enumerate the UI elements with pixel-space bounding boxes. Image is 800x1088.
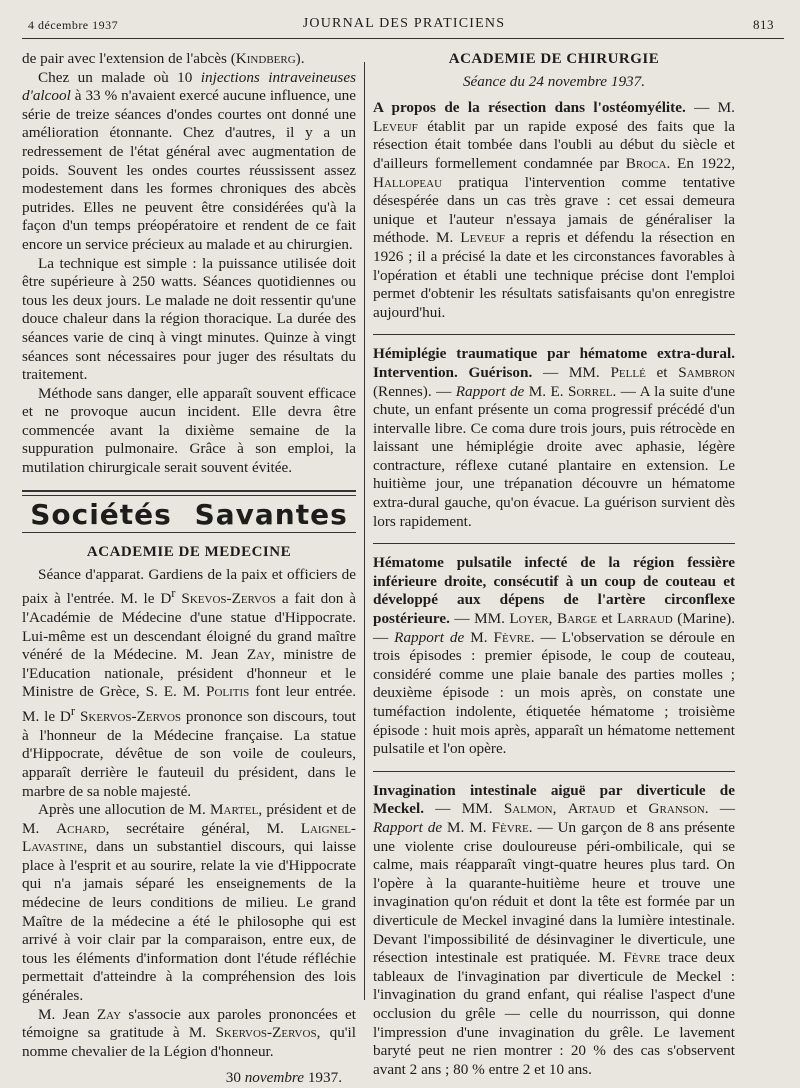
societes-savantes-heading: Sociétés Savantes — [30, 497, 348, 531]
paragraph: de pair avec l'extension de l'abcès (Kindberg). — [22, 50, 305, 67]
article-hemiplegie: Hémiplégie traumatique par hématome extra-dural. Intervention. Guérison. — MM. Pellé et Sambron (Rennes). — Rapport de M. E. Sorrel. — A la suite d'une chute, un enfant présente un coma progressif précédé d'un intervalle libre. Ce coma dure trois jours, puis rétrocède en laissant une hémiplégie droite avec aphasie, légère contracture, réflexe cutané plantaire en extension. Le huitième jour, une trépanation découvre un hématome extra-dural gauche, qu'on évacue. La guérison survient dès lors rapidement. — [373, 345, 735, 530]
article-divider — [373, 543, 735, 544]
academie-chirurgie-title: ACADEMIE DE CHIRURGIE — [448, 51, 660, 67]
paragraph: Chez un malade où 10 injections intraveineuses d'alcool à 33 % n'avaient exercé aucune influence, une série de treize séances d'ondes courtes ont donné une amélioration étonnante. Chez d'autres, il y a un redressement de l'état général avec augmentation de poids. Souvent les ondes courtes réussissent assez modestement dans les formes chroniques des abcès putrides. Elles ne peuvent être considérées qu'à la façon d'un temps préopératoire et rendent de ce fait encore un service précieux au malade et au chirurgien. — [22, 68, 356, 253]
running-head — [28, 14, 780, 34]
paragraph: Après une allocution de M. Martel, président et de M. Achard, secrétaire général, M. Laignel-Lavastine, dans un substantiel discours, qui laisse place à l'esprit et au sourire, relate la vie d'Hippocrate qui n'a jamais séparé les enseignements de la médecine de leurs conditions de milieu. Le grand Maître de la médecine a été le philosophe qui est arrivé à voir clair par la comparaison, entre eux, de tous les éléments d'information dont l'étude réfléchie permettait d'atteindre à la compréhension des lois générales. — [22, 801, 356, 1005]
header-journal-title: JOURNAL DES PRATICIENS — [302, 16, 506, 31]
section-rule-bottom — [22, 532, 356, 533]
header-date: 4 décembre 1937 — [28, 18, 119, 32]
section-rule-thick — [22, 490, 356, 492]
article-hematome-pulsatile: Hématome pulsatile infecté de la région fessière inférieure droite, consécutif à un coup de couteau et développé aux dépens de l'artère circonflexe postérieure. — MM. Loyer, Barge et Larraud (Marine). — Rapport de M. Fèvre. — L'observation se déroule en trois épisodes : premier épisode, le coup de couteau, considéré comme une plaie banale des parties molles ; deuxième épisode : un mois après, on constate une tuméfaction indolente, étiquetée hématome ; troisième épisode : huit mois après, apparaît un hématome nettement pulsatile et l'on opère. — [373, 554, 735, 758]
academie-medecine-title: ACADEMIE DE MEDECINE — [86, 544, 292, 561]
article-divider — [373, 771, 735, 772]
session-line: Séance du 24 novembre 1937. — [462, 72, 646, 90]
right-column — [373, 50, 735, 1079]
header-page-number: 813 — [753, 17, 774, 32]
session-date: 30 novembre 1937. — [225, 1069, 342, 1087]
paragraph: M. Jean Zay s'associe aux paroles prononcées et témoigne sa gratitude à M. Skervos-Zervos, qu'il nomme chevalier de la Légion d'honneur. — [22, 1005, 356, 1060]
paragraph: La technique est simple : la puissance utilisée doit être supérieure à 250 watts. Séances quotidiennes ou tous les deux jours. Le malade ne doit ressentir qu'une douce chaleur dans la région thoracique. La durée des séances varie de cinq à vingt minutes. Quinze à vingt séances sont nécessaires pour juger des résultats du traitement. — [22, 254, 356, 384]
article-divider — [373, 334, 735, 335]
section-rule-thin — [22, 495, 356, 496]
article-invagination: Invagination intestinale aiguë par diverticule de Meckel. — MM. Salmon, Artaud et Granson. — Rapport de M. M. Fèvre. — Un garçon de 8 ans présente une violente crise douloureuse péri-ombilicale, qui se calme, mais réapparaît vingt-quatre heures plus tard. On l'opère à la quarante-huitième heure et trouve une invagination qu'on réduit et dont la tête est formée par un diverticule de Meckel invaginé dans la lumière intestinale. Devant l'impossibilité de désinvaginer le diverticule, une résection intestinale est pratiquée. M. Fèvre trace deux tableaux de l'invagination par diverticule de Meckel : l'invagination du grand enfant, qui réalise l'aspect d'une occlusion du grêle — celle du nourrisson, qui donne l'impression d'une invagination du grêle. Le lavement baryté peut ne rien montrer : 20 % des cas s'observent avant 2 ans ; 80 % entre 2 et 10 ans. — [373, 781, 736, 1078]
paragraph: Séance d'apparat. Gardiens de la paix et officiers de paix à l'entrée. M. le $D^r$ Skevos-Zervos a fait don à l'Académie de Médecine d'une statue d'Hippocrate. Lui-même est un descendant éloigné du grand maître vénéré de la Médecine. M. Jean Zay, ministre de l'Education nationale, président d'honneur et le Ministre de Grèce, S. E. M. Politis font leur entrée. M. le $D^r$ Skervos-Zervos prononce son discours, tout à l'honneur de la Médecine française. La statue d'Hippocrate, dévêtue de son voile de couleurs, apparaît derrière le fauteuil du président, dans le marbre de sa noble majesté. — [22, 565, 357, 800]
paragraph: Méthode sans danger, elle apparaît souvent efficace et ne provoque aucun incident. Elle devra être commencée avant la dixième semaine de la suppuration pulmonaire. Grâce à son emploi, la mutilation chirurgicale serait souvent évitée. — [22, 384, 356, 477]
left-column — [22, 50, 356, 1088]
article-osteomyelite: A propos de la résection dans l'ostéomyélite. — M. Leveuf établit par un rapide exposé des faits que la résection était tombée dans l'oubli au début du siècle et d'ailleurs formellement condamnée par Broca. En 1922, Hallopeau pratiqua l'intervention comme tentative désespérée dans un cas très grave : cet essai demeura unique et l'auteur n'essaya jamais de généraliser la méthode. M. Leveuf a repris et défendu la résection en 1926 ; il a précisé la date et les circonstances favorables à l'opération et établi une technique précise dont l'emploi permet d'obtenir les résultats satisfaisants qu'on enregistre aujourd'hui. — [373, 99, 735, 321]
column-divider — [364, 62, 365, 1000]
header-rule — [22, 38, 784, 39]
